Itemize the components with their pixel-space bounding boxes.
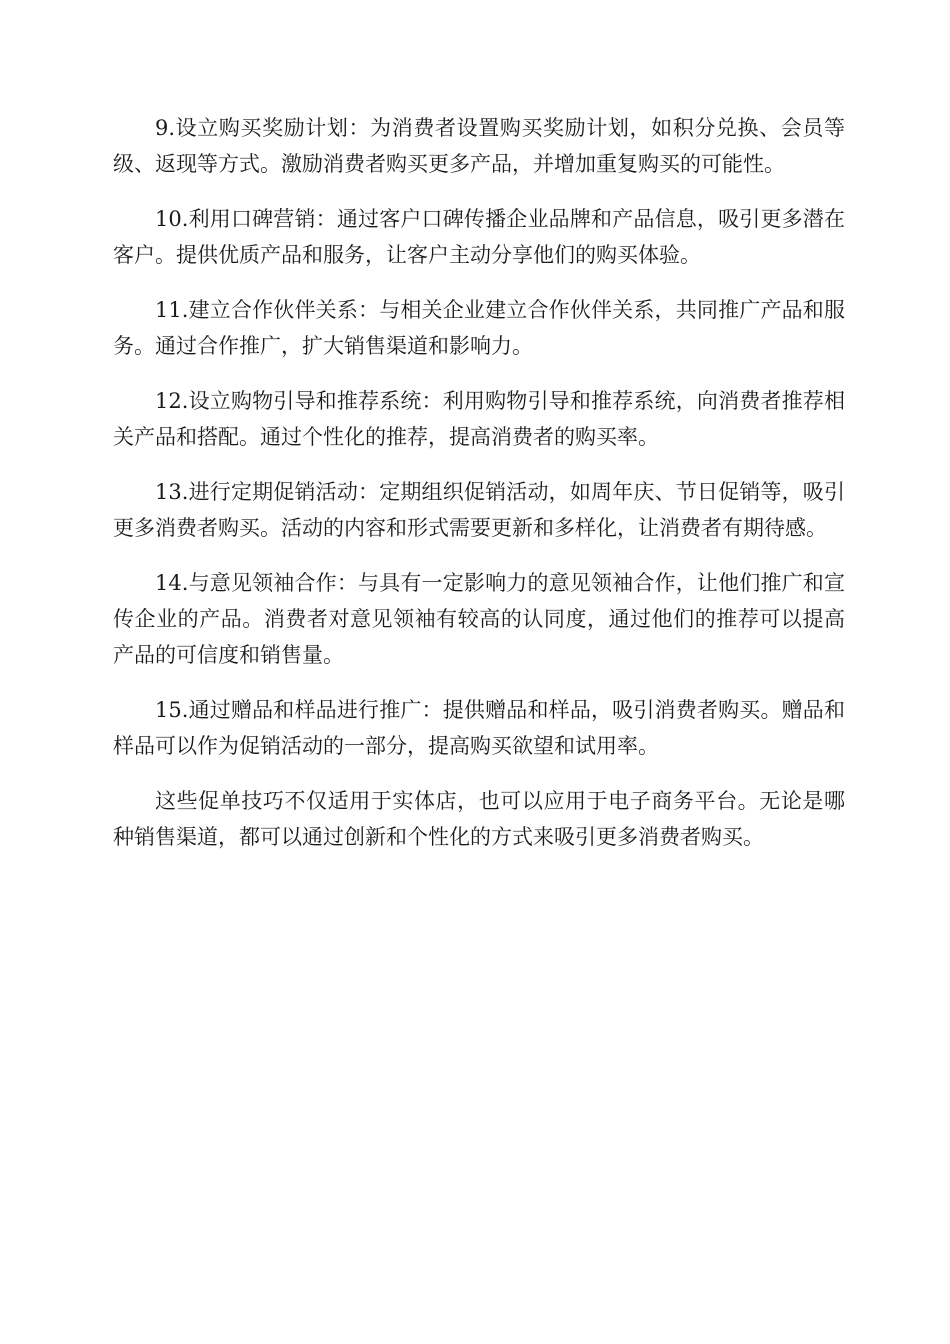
- paragraph-word-of-mouth: 10.利用口碑营销：通过客户口碑传播企业品牌和产品信息，吸引更多潜在客户。提供优质产品和服务，让客户主动分享他们的购买体验。: [113, 207, 845, 267]
- document-body: [113, 110, 845, 874]
- paragraph-opinion-leaders: 14.与意见领袖合作：与具有一定影响力的意见领袖合作，让他们推广和宣传企业的产品。消费者对意见领袖有较高的认同度，通过他们的推荐可以提高产品的可信度和销售量。: [113, 571, 845, 667]
- paragraph-purchase-rewards: 9.设立购买奖励计划：为消费者设置购买奖励计划，如积分兑换、会员等级、返现等方式。激励消费者购买更多产品，并增加重复购买的可能性。: [113, 116, 845, 176]
- paragraph-periodic-promotions: 13.进行定期促销活动：定期组织促销活动，如周年庆、节日促销等，吸引更多消费者购买。活动的内容和形式需要更新和多样化，让消费者有期待感。: [113, 480, 845, 540]
- paragraph-recommendation-system: 12.设立购物引导和推荐系统：利用购物引导和推荐系统，向消费者推荐相关产品和搭配。通过个性化的推荐，提高消费者的购买率。: [113, 389, 845, 449]
- paragraph-gifts-samples: 15.通过赠品和样品进行推广：提供赠品和样品，吸引消费者购买。赠品和样品可以作为促销活动的一部分，提高购买欲望和试用率。: [113, 698, 845, 758]
- paragraph-partnerships: 11.建立合作伙伴关系：与相关企业建立合作伙伴关系，共同推广产品和服务。通过合作推广，扩大销售渠道和影响力。: [113, 298, 845, 358]
- paragraph-conclusion: 这些促单技巧不仅适用于实体店，也可以应用于电子商务平台。无论是哪种销售渠道，都可以通过创新和个性化的方式来吸引更多消费者购买。: [113, 789, 845, 849]
